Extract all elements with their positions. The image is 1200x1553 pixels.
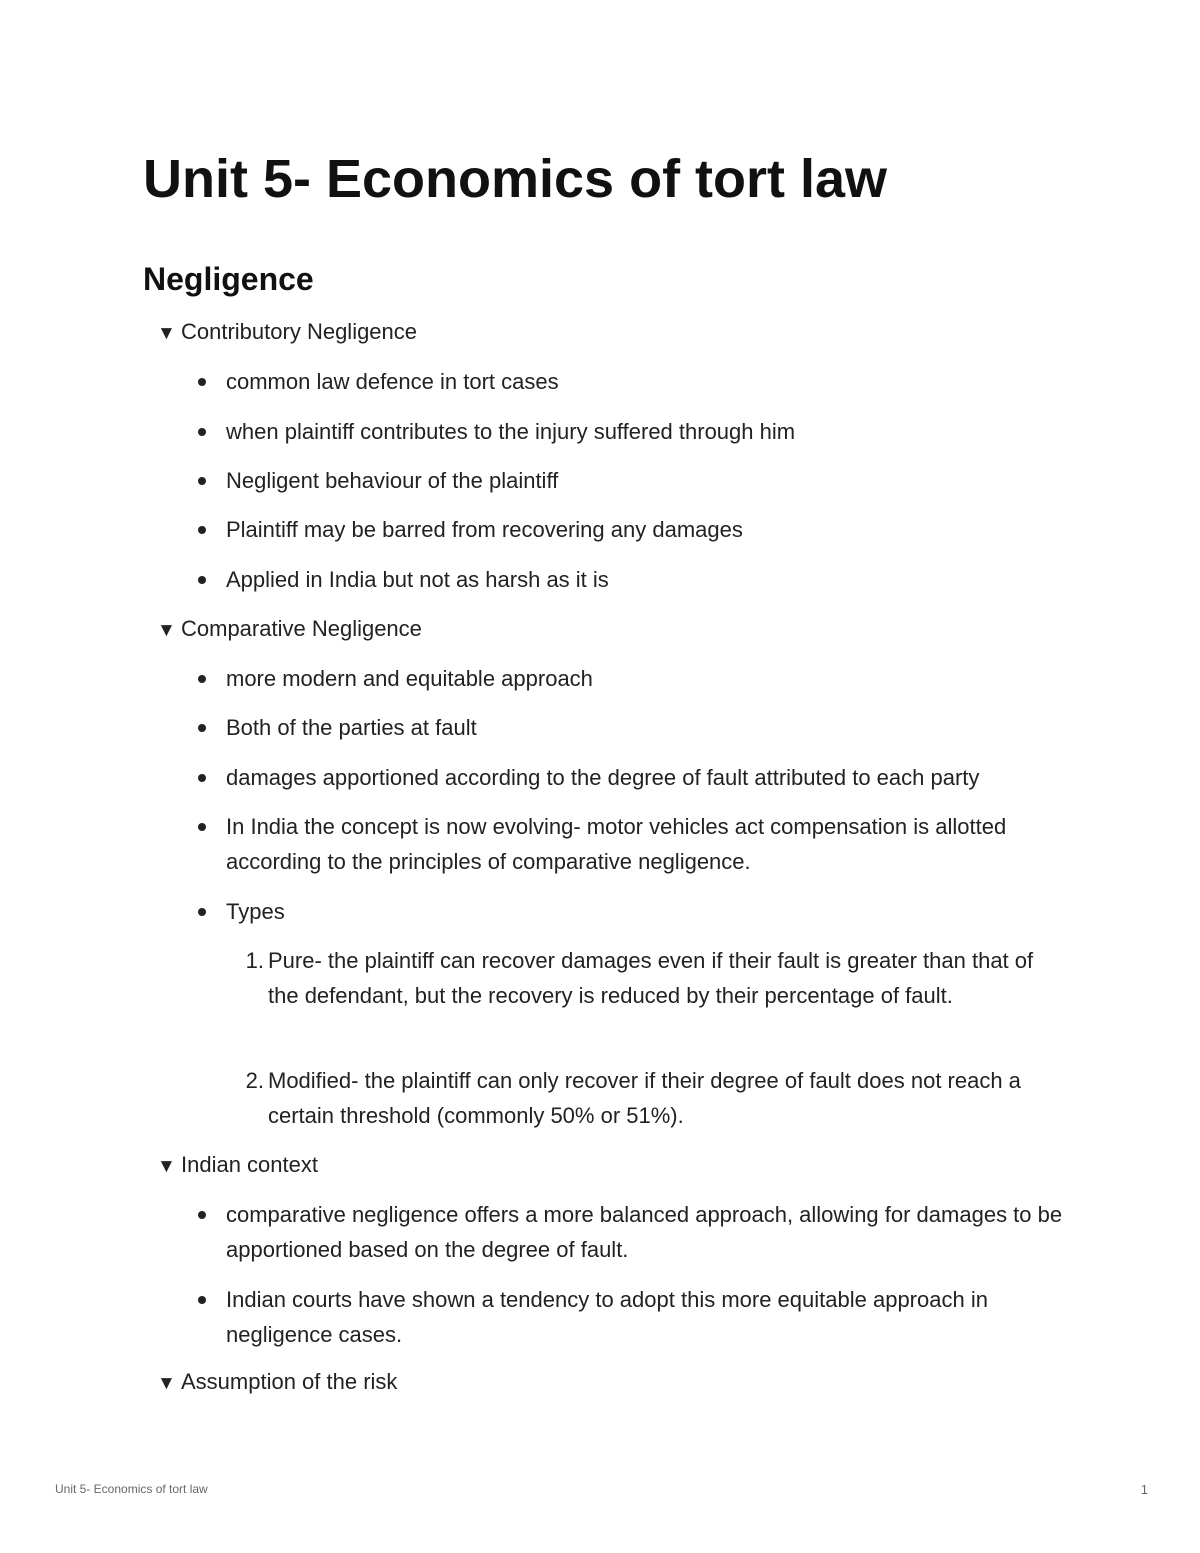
list-item: Applied in India but not as harsh as it is (198, 562, 1078, 597)
bullet-dot-icon (198, 774, 206, 782)
list-item: Both of the parties at fault (198, 710, 1078, 745)
list-item: common law defence in tort cases (198, 364, 1078, 399)
bullet-dot-icon (198, 526, 206, 534)
section-heading: Negligence (143, 261, 314, 297)
bullet-dot-icon (198, 1211, 206, 1219)
triangle-down-icon[interactable]: ▼ (157, 1156, 176, 1177)
bullet-dot-icon (198, 378, 206, 386)
toggle-assumption-of-risk[interactable] (157, 1366, 397, 1398)
bullet-dot-icon (198, 428, 206, 436)
list-item: damages apportioned according to the degree of fault attributed to each party (198, 760, 1078, 795)
list-item: Types (198, 894, 1078, 929)
list-item: In India the concept is now evolving- motor vehicles act compensation is allotted according to the principles of comparative negligence. (198, 809, 1078, 879)
bullet-dot-icon (198, 1296, 206, 1304)
footer-title: Unit 5- Economics of tort law (55, 1482, 208, 1496)
toggle-contributory-negligence[interactable] (157, 316, 417, 348)
bullet-dot-icon (198, 576, 206, 584)
toggle-label: Comparative Negligence (181, 616, 422, 641)
list-item: Plaintiff may be barred from recovering any damages (198, 512, 1078, 547)
bullet-dot-icon (198, 908, 206, 916)
list-item: when plaintiff contributes to the injury suffered through him (198, 414, 1078, 449)
toggle-label: Contributory Negligence (181, 319, 418, 344)
list-item: more modern and equitable approach (198, 661, 1078, 696)
toggle-label: Indian context (181, 1152, 318, 1177)
bullet-dot-icon (198, 675, 206, 683)
triangle-down-icon[interactable]: ▼ (157, 323, 176, 344)
toggle-comparative-negligence[interactable] (157, 613, 422, 645)
numbered-item: 2. Modified- the plaintiff can only recover if their degree of fault does not reach a certain threshold (commonly 50% or 51%). (245, 1068, 1021, 1128)
bullet-dot-icon (198, 477, 206, 485)
page-title: Unit 5- Economics of tort law (143, 149, 888, 209)
triangle-down-icon[interactable]: ▼ (157, 620, 176, 641)
triangle-down-icon[interactable]: ▼ (157, 1373, 176, 1394)
bullet-dot-icon (198, 724, 206, 732)
numbered-item: 1. Pure- the plaintiff can recover damages even if their fault is greater than that of the defendant, but the recovery is reduced by their percentage of fault. (245, 948, 1034, 1008)
toggle-label: Assumption of the risk (181, 1369, 398, 1394)
page-number: 1 (1140, 1482, 1148, 1497)
bullet-dot-icon (198, 823, 206, 831)
list-item: Negligent behaviour of the plaintiff (198, 463, 1078, 498)
toggle-indian-context[interactable] (157, 1149, 318, 1181)
list-item: Indian courts have shown a tendency to adopt this more equitable approach in negligence cases. (198, 1282, 1078, 1352)
list-item: comparative negligence offers a more balanced approach, allowing for damages to be apportioned based on the degree of fault. (198, 1197, 1078, 1267)
